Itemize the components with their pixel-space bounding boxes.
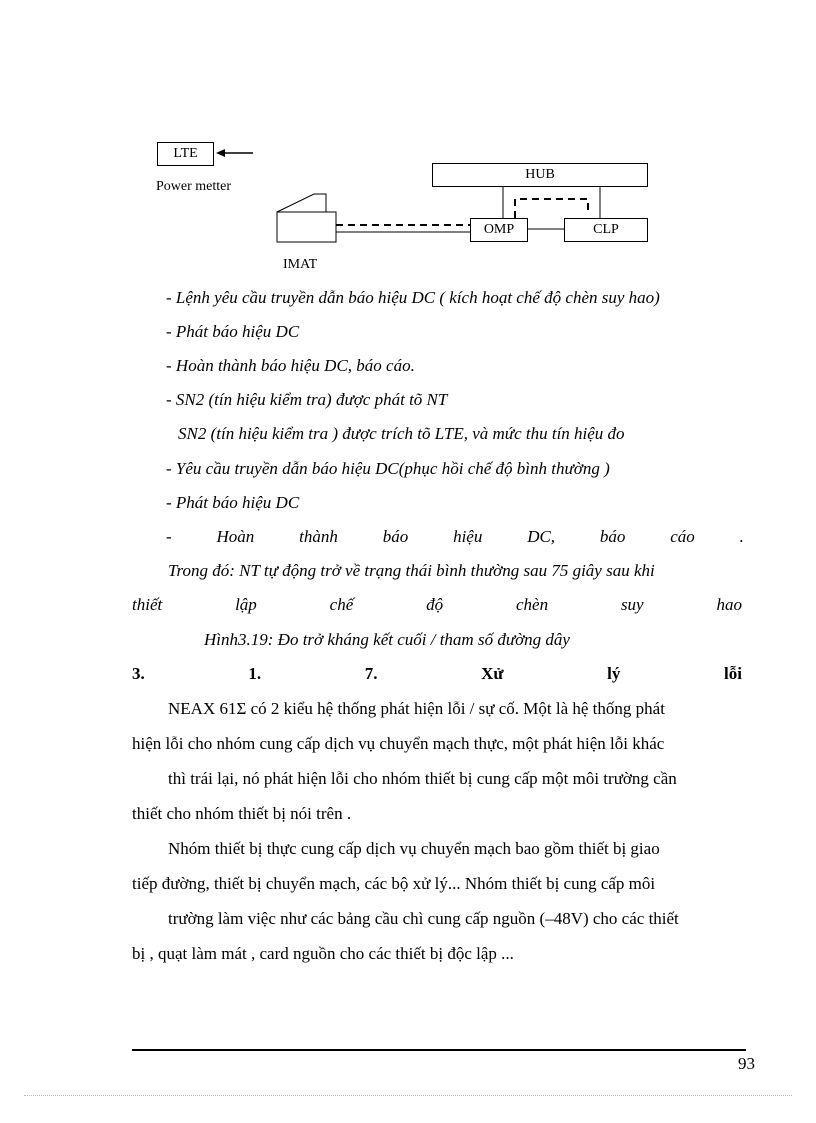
paragraph-line: thiết cho nhóm thiết bị nói trên . <box>132 804 352 823</box>
word: Hoàn <box>216 527 255 546</box>
word: - <box>166 527 172 546</box>
paragraph-line: bị , quạt làm mát , card nguồn cho các thiết bị độc lập ... <box>132 944 514 963</box>
note-line: Trong đó: NT tự động trở về trạng thái bình thường sau 75 giây sau khi <box>168 561 655 580</box>
word: hiệu <box>453 527 483 546</box>
word: 1. <box>248 664 262 683</box>
word: 3. <box>132 664 145 683</box>
word: Xử <box>481 664 504 683</box>
hub-box <box>432 163 648 187</box>
imat-label: IMAT <box>283 257 318 272</box>
word: thành <box>299 527 338 546</box>
step-line: - Phát báo hiệu DC <box>166 493 300 512</box>
step-line: - Phát báo hiệu DC <box>166 322 300 341</box>
word: lý <box>607 664 621 683</box>
page-number: 93 <box>738 1054 755 1073</box>
word: thiết <box>132 595 163 614</box>
word: báo <box>599 527 626 546</box>
word: suy <box>620 595 644 614</box>
lte-box <box>157 142 214 166</box>
word: lập <box>235 595 257 614</box>
omp-label: OMP <box>483 222 515 237</box>
word: chèn <box>515 595 549 614</box>
page-edge-divider <box>24 1095 792 1096</box>
paragraph-line: thì trái lại, nó phát hiện lỗi cho nhóm thiết bị cung cấp một môi trường cần <box>168 769 677 788</box>
clp-box <box>564 218 648 242</box>
word: báo <box>382 527 409 546</box>
word: DC, <box>527 527 556 546</box>
lte-label: LTE <box>173 146 198 161</box>
word: 7. <box>364 664 378 683</box>
step-line: - Lệnh yêu cầu truyền dẫn báo hiệu DC ( kích hoạt chế độ chèn suy hao) <box>166 288 660 307</box>
word: lỗi <box>724 664 742 683</box>
omp-box <box>470 218 528 242</box>
paragraph-line: hiện lỗi cho nhóm cung cấp dịch vụ chuyển mạch thực, một phát hiện lỗi khác <box>132 734 665 753</box>
word: độ <box>426 595 444 614</box>
step-line: - Hoàn thành báo hiệu DC, báo cáo. <box>166 356 415 375</box>
word: hao <box>716 595 742 614</box>
hub-label: HUB <box>525 167 555 182</box>
paragraph-line: trường làm việc như các bảng cầu chì cung cấp nguồn (–48V) cho các thiết <box>168 909 679 928</box>
word: . <box>739 527 744 546</box>
word: cáo <box>670 527 695 546</box>
step-line: - SN2 (tín hiệu kiểm tra) được phát tõ NT <box>166 390 448 409</box>
power-meter-label: Power metter <box>156 179 232 194</box>
note-line-justified <box>132 595 742 615</box>
step-line: - Yêu cầu truyền dẫn báo hiệu DC(phục hồi chế độ bình thường ) <box>166 459 610 478</box>
paragraph-line: NEAX 61Σ có 2 kiểu hệ thống phát hiện lỗi / sự cố. Một là hệ thống phát <box>168 699 665 718</box>
footer-rule <box>132 1049 746 1051</box>
section-heading <box>132 664 742 684</box>
clp-label: CLP <box>593 222 619 237</box>
diagram-connectors <box>0 0 816 300</box>
paragraph-line: tiếp đường, thiết bị chuyển mạch, các bộ xử lý... Nhóm thiết bị cung cấp môi <box>132 874 656 893</box>
figure-caption: Hình3.19: Đo trở kháng kết cuối / tham số đường dây <box>204 630 570 649</box>
paragraph-line: Nhóm thiết bị thực cung cấp dịch vụ chuyển mạch bao gồm thiết bị giao <box>168 839 660 858</box>
word: chế <box>329 595 354 614</box>
step-line: SN2 (tín hiệu kiểm tra ) được trích tõ LTE, và mức thu tín hiệu đo <box>178 424 625 443</box>
step-line-justified <box>166 527 744 547</box>
